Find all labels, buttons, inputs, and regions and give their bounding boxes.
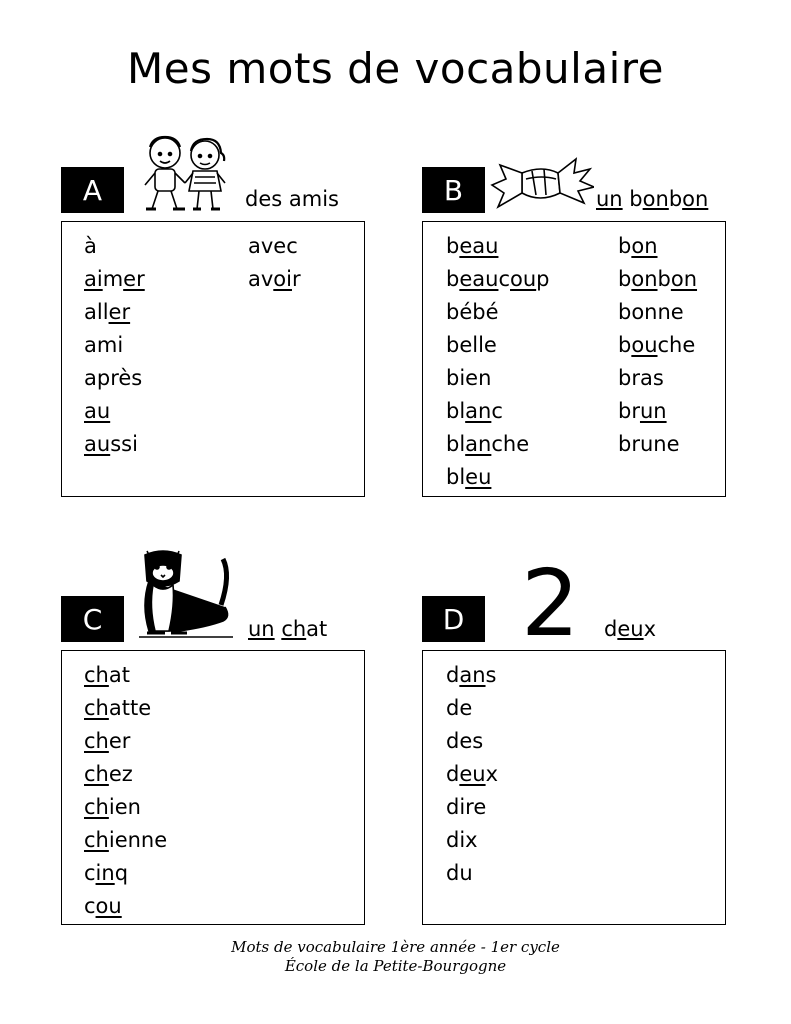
vocabulary-word: aimer — [84, 267, 145, 291]
vocabulary-word: chienne — [84, 828, 168, 852]
section-c-letter: C — [61, 596, 124, 642]
footer-line-1: Mots de vocabulaire 1ère année - 1er cycle — [231, 938, 560, 956]
vocabulary-word: blanc — [446, 399, 503, 423]
vocabulary-word: bleu — [446, 465, 492, 489]
section-a-column-2 — [248, 230, 301, 296]
vocabulary-word: chien — [84, 795, 141, 819]
vocabulary-word: cher — [84, 729, 131, 753]
vocabulary-word: bien — [446, 366, 492, 390]
section-a-column-1 — [84, 230, 145, 461]
vocabulary-word: de — [446, 696, 473, 720]
vocabulary-word: bonbon — [618, 267, 698, 291]
section-b-letter: B — [422, 167, 485, 213]
section-c-column-1 — [84, 659, 167, 923]
section-c-caption: un chat — [248, 617, 328, 641]
vocabulary-word: bébé — [446, 300, 499, 324]
vocabulary-word: brune — [618, 432, 680, 456]
vocabulary-word: deux — [446, 762, 499, 786]
vocabulary-word: chat — [84, 663, 130, 687]
vocabulary-word: chez — [84, 762, 133, 786]
vocabulary-word: dans — [446, 663, 497, 687]
section-c-word-box — [61, 650, 365, 925]
page-title: Mes mots de vocabulaire — [127, 44, 664, 93]
vocabulary-word: cou — [84, 894, 122, 918]
section-d-column-1 — [446, 659, 498, 890]
vocabulary-word: dix — [446, 828, 478, 852]
vocabulary-word: après — [84, 366, 143, 390]
section-b-caption: un bonbon — [596, 187, 709, 211]
section-a-caption: des amis — [245, 187, 339, 211]
section-a-word-box — [61, 221, 365, 497]
vocabulary-word: avec — [248, 234, 298, 258]
vocabulary-word: des — [446, 729, 484, 753]
vocabulary-word: bras — [618, 366, 664, 390]
section-b-column-1 — [446, 230, 550, 494]
vocabulary-word: dire — [446, 795, 487, 819]
vocabulary-word: cinq — [84, 861, 129, 885]
section-b-word-box — [422, 221, 726, 497]
vocabulary-word: belle — [446, 333, 497, 357]
candy-illustration — [488, 155, 594, 213]
vocabulary-word: chatte — [84, 696, 152, 720]
section-d-caption: deux — [604, 617, 657, 641]
vocabulary-word: bon — [618, 234, 658, 258]
vocabulary-word: brun — [618, 399, 667, 423]
footer — [0, 938, 791, 976]
vocabulary-word: aussi — [84, 432, 138, 456]
vocabulary-word: ami — [84, 333, 124, 357]
section-a-letter: A — [61, 167, 124, 213]
vocabulary-word: aller — [84, 300, 131, 324]
two-kids-illustration — [133, 133, 238, 215]
vocabulary-word: bouche — [618, 333, 696, 357]
vocabulary-word: bonne — [618, 300, 684, 324]
vocabulary-word: du — [446, 861, 473, 885]
cat-illustration — [133, 545, 239, 643]
section-d-word-box — [422, 650, 726, 925]
vocabulary-word: au — [84, 399, 111, 423]
footer-line-2: École de la Petite-Bourgogne — [284, 957, 507, 975]
vocabulary-word: beau — [446, 234, 499, 258]
section-d-letter: D — [422, 596, 485, 642]
vocabulary-word: beaucoup — [446, 267, 550, 291]
section-b-column-2 — [618, 230, 697, 461]
vocabulary-word: blanche — [446, 432, 530, 456]
vocabulary-word: avoir — [248, 267, 301, 291]
number-two-illustration: 2 — [521, 550, 580, 657]
vocabulary-word: à — [84, 234, 97, 258]
